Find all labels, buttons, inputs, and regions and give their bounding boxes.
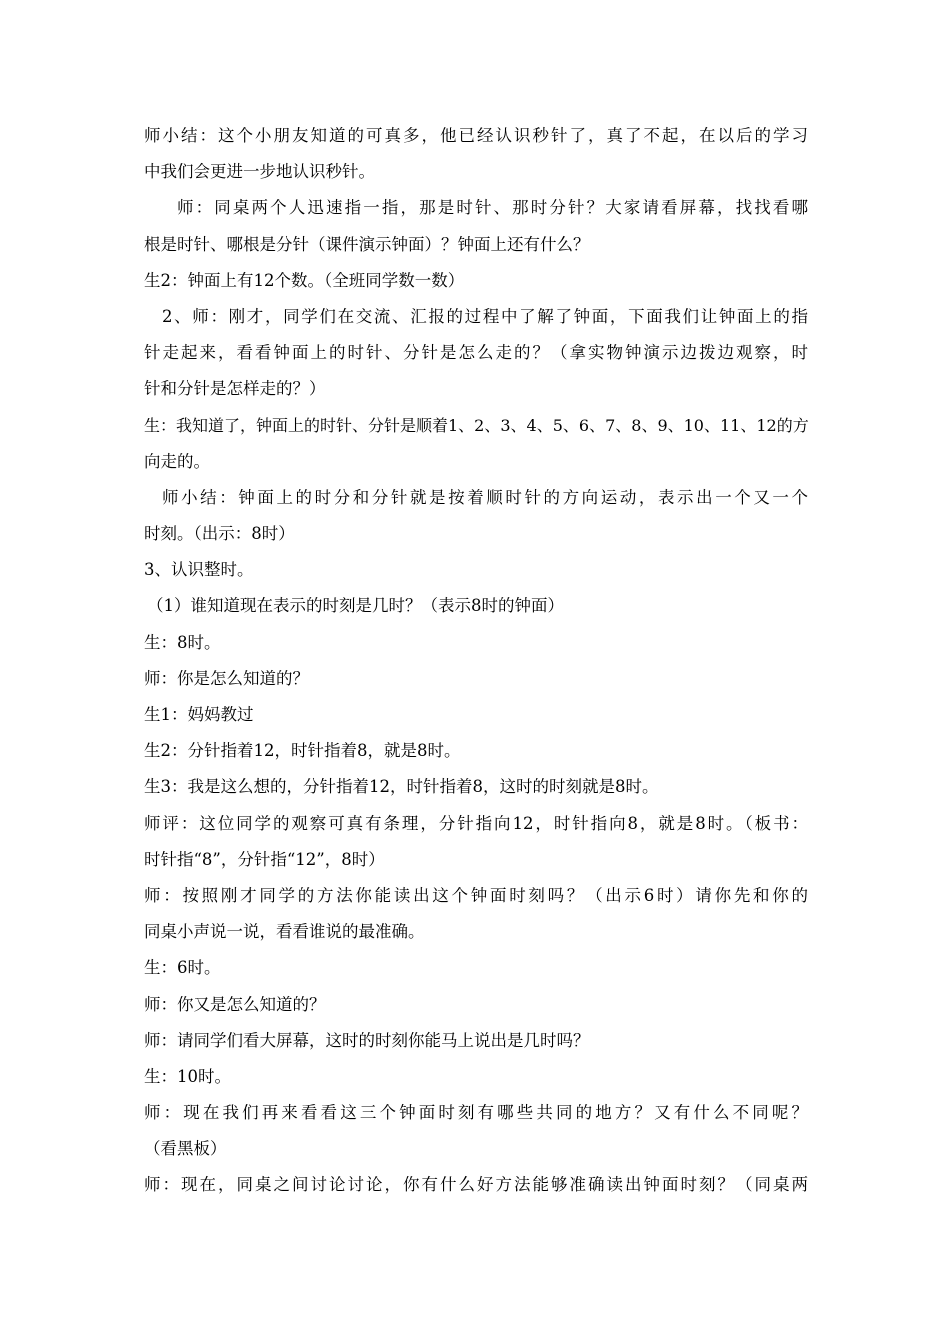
text-line: （看黑板） [144, 1139, 227, 1159]
text-line: 师：你是怎么知道的？ [144, 668, 309, 688]
text-line: 3、认识整时。 [144, 560, 254, 580]
text-line: 师：现在，同桌之间讨论讨论，你有什么好方法能够准确读出钟面时刻？（同桌两 [144, 1175, 808, 1195]
text-line: 生1：妈妈教过 [144, 705, 254, 724]
text-line: 生：10时。 [144, 1066, 231, 1086]
text-line: 师小结：钟面上的时分和分针就是按着顺时针的方向运动，表示出一个又一个 [162, 487, 808, 507]
text-line: 2、师：刚才，同学们在交流、汇报的过程中了解了钟面，下面我们让钟面上的指 [162, 306, 808, 326]
text-line: 中我们会更进一步地认识秒针。 [144, 162, 375, 182]
text-line: 生：我知道了，钟面上的时针、分针是顺着1、2、3、4、5、6、7、8、9、10、11、12的方 [144, 415, 809, 435]
text-line: 师评：这位同学的观察可真有条理，分针指向12，时针指向8，就是8时。（板书： [144, 813, 808, 833]
text-line: 生3：我是这么想的，分针指着12，时针指着8，这时的时刻就是8时。 [144, 777, 659, 797]
text-line: 师：现在我们再来看看这三个钟面时刻有哪些共同的地方？又有什么不同呢？ [144, 1103, 808, 1123]
text-line: 针和分针是怎样走的？） [144, 379, 326, 399]
text-line: 师小结：这个小朋友知道的可真多，他已经认识秒针了，真了不起，在以后的学习 [144, 126, 808, 145]
text-line: 时刻。（出示：8时） [144, 524, 295, 544]
text-line: （1）谁知道现在表示的时刻是几时？（表示8时的钟面） [147, 596, 564, 616]
text-line: 生：8时。 [144, 632, 221, 652]
text-line: 生2：分针指着12，时针指着8，就是8时。 [144, 741, 461, 761]
document-body [144, 118, 808, 1204]
text-line: 同桌小声说一说，看看谁说的最准确。 [144, 922, 425, 942]
text-line: 师：按照刚才同学的方法你能读出这个钟面时刻吗？（出示6时）请你先和你的 [144, 885, 808, 905]
text-line: 时针指“8”，分针指“12”，8时） [144, 849, 385, 869]
text-line: 生：6时。 [144, 958, 221, 978]
text-line: 生2：钟面上有12个数。（全班同学数一数） [144, 270, 465, 290]
text-line: 针走起来，看看钟面上的时针、分针是怎么走的？（拿实物钟演示边拨边观察，时 [144, 343, 808, 363]
text-line: 向走的。 [144, 451, 210, 471]
text-line: 师：同桌两个人迅速指一指，那是时针、那时分针？大家请看屏幕，找找看哪 [177, 198, 808, 218]
text-line: 师：请同学们看大屏幕，这时的时刻你能马上说出是几时吗？ [144, 1030, 590, 1050]
text-line: 根是时针、哪根是分针（课件演示钟面）？钟面上还有什么？ [144, 234, 590, 254]
text-line: 师：你又是怎么知道的？ [144, 994, 326, 1014]
